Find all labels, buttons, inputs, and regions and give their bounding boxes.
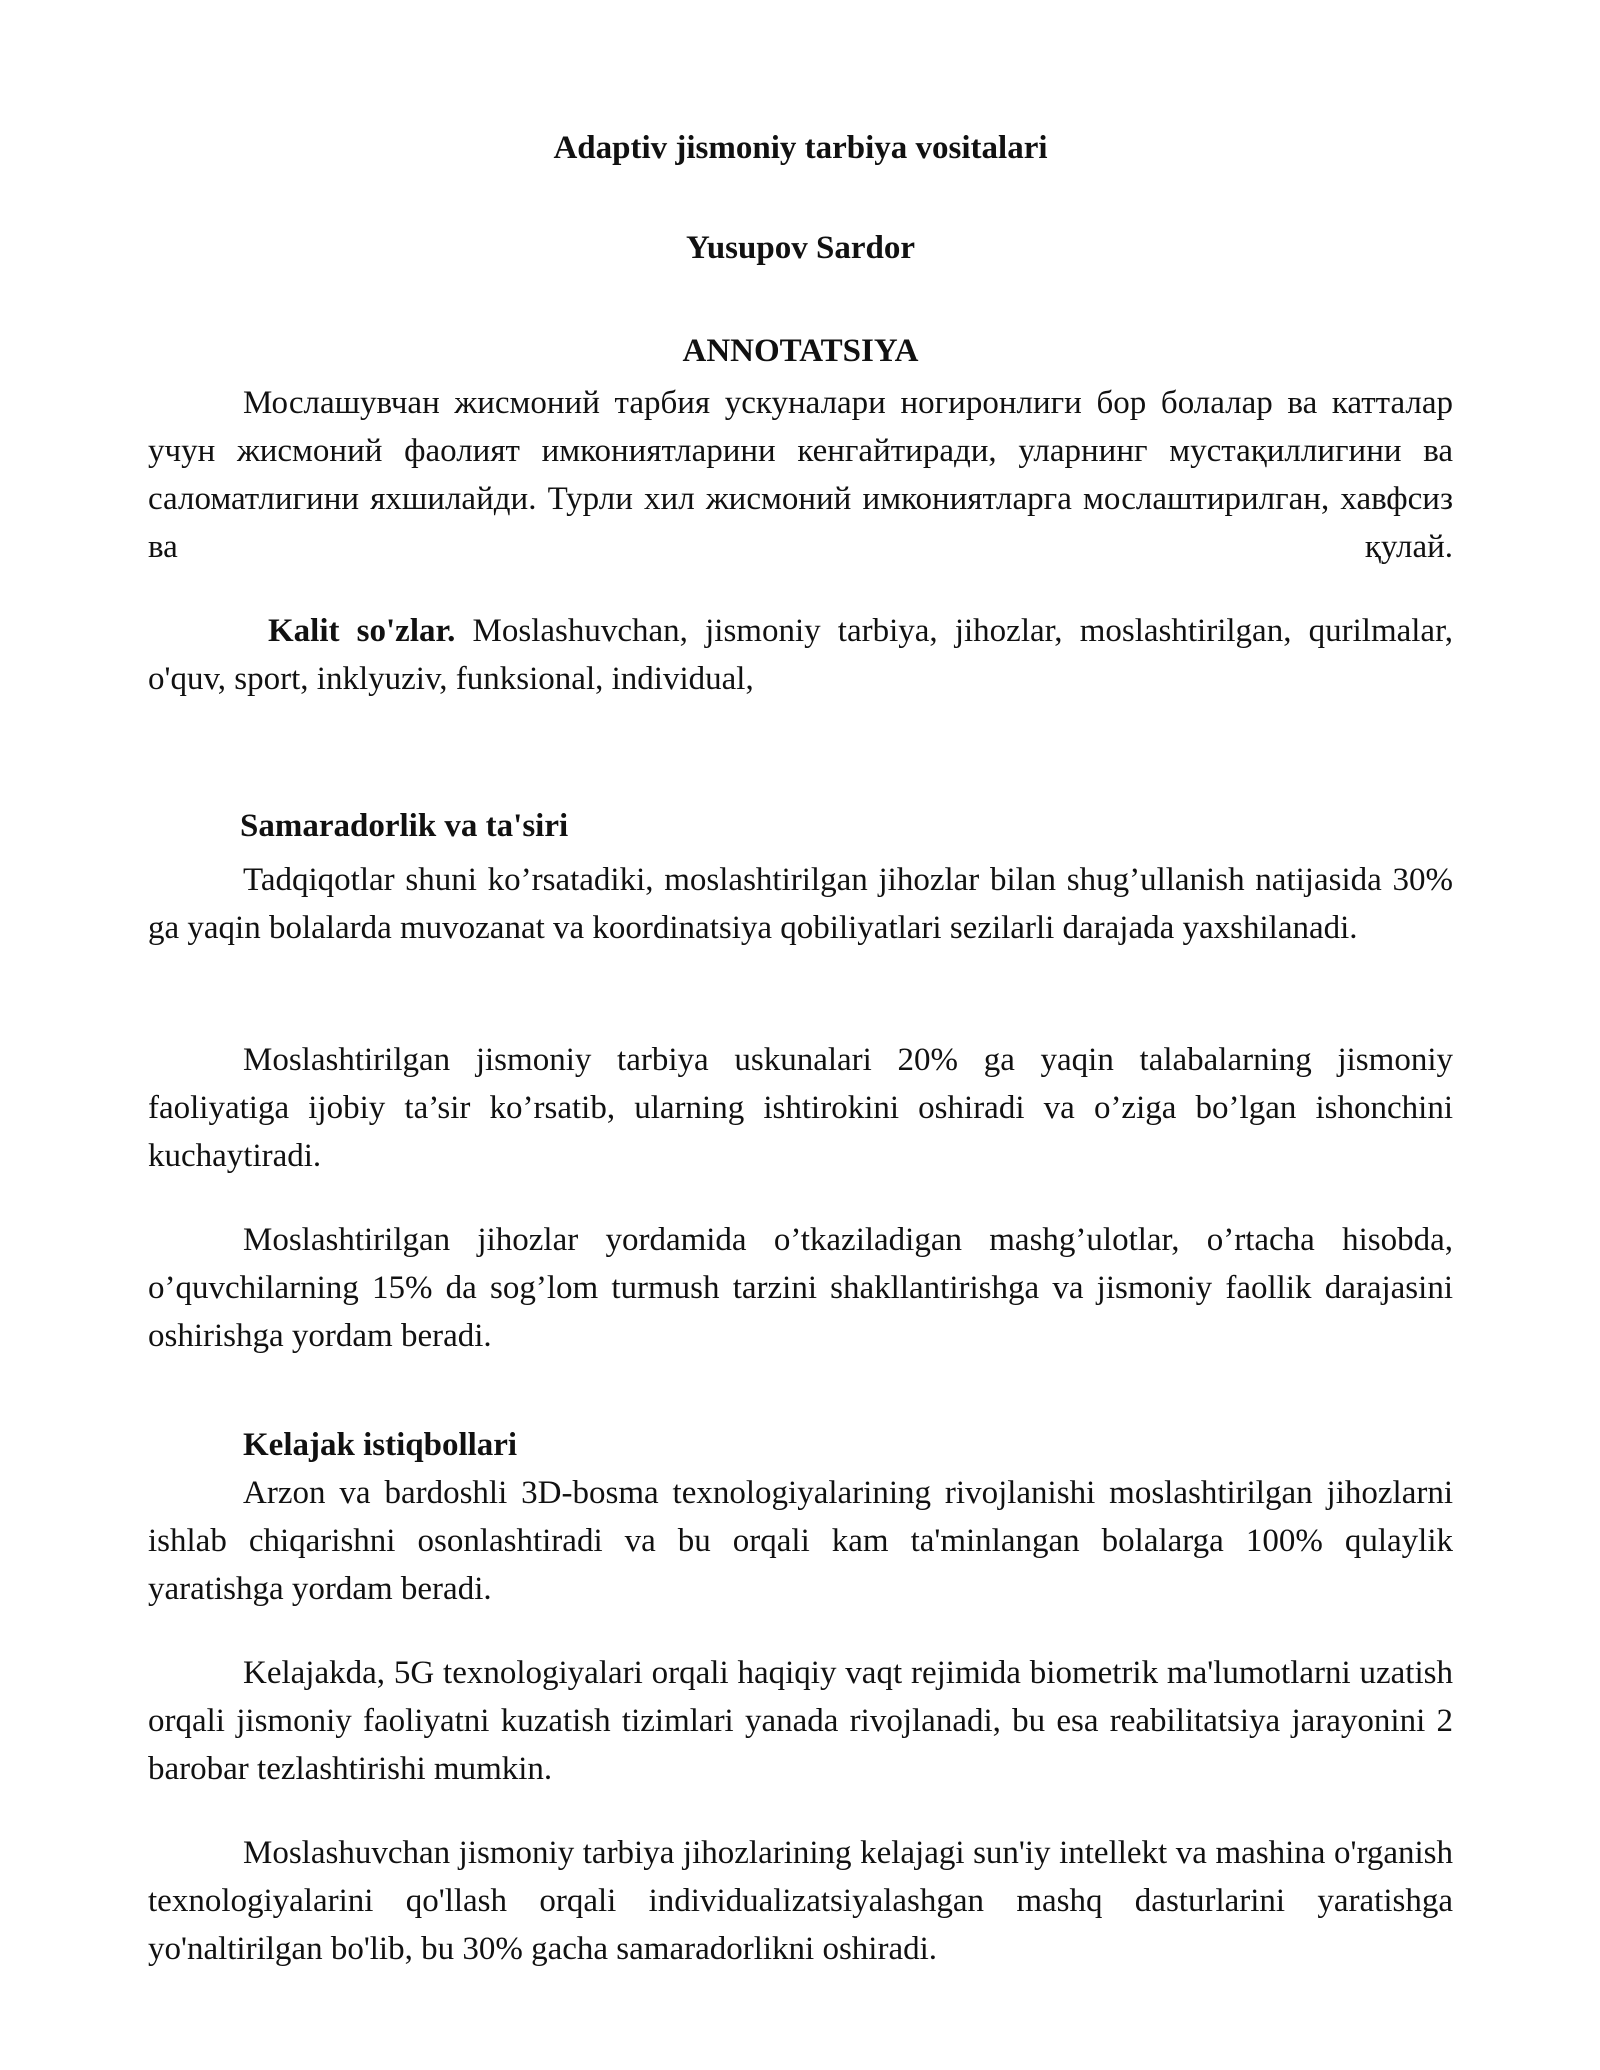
keywords-label: Kalit so'zlar. — [268, 613, 456, 649]
section-paragraph: Arzon va bardoshli 3D-bosma texnologiyalarining rivojlanishi moslashtirilgan jihozlarni ishlab chiqarishni osonlashtiradi va bu orqali kam ta'minlangan bolalarga 100% qulaylik yaratishga yordam beradi. — [148, 1475, 1453, 1607]
section-paragraph: Moslashtirilgan jihozlar yordamida o’tkaziladigan mashg’ulotlar, o’rtacha hisobda, o’quvchilarning 15% da sog’lom turmush tarzini shakllantirishga va jismoniy faollik darajasini oshirishga yordam beradi. — [148, 1222, 1453, 1354]
annotation-heading: ANNOTATSIYA — [682, 333, 919, 369]
section-paragraph: Moslashtirilgan jismoniy tarbiya uskunalari 20% ga yaqin talabalarning jismoniy faoliyatiga ijobiy ta’sir ko’rsatib, ularning ishtirokini oshiradi va o’ziga bo’lgan ishonchini kuchaytiradi. — [148, 1042, 1453, 1174]
document-title: Adaptiv jismoniy tarbiya vositalari — [553, 130, 1048, 166]
section-heading-samaradorlik: Samaradorlik va ta'siri — [240, 808, 569, 844]
section-paragraph: Moslashuvchan jismoniy tarbiya jihozlarining kelajagi sun'iy intellekt va mashina o'rganish texnologiyalarini qo'llash orqali individualizatsiyalashgan mashq dasturlarini yaratishga yo'naltirilgan bo'lib, bu 30% gacha samaradorlikni oshiradi. — [148, 1835, 1453, 1967]
keywords-text: Moslashuvchan, jismoniy tarbiya, jihozlar, moslashtirilgan, qurilmalar, o'quv, sport, inklyuziv, funksional, individual, — [148, 613, 1453, 697]
section-paragraph: Tadqiqotlar shuni ko’rsatadiki, moslashtirilgan jihozlar bilan shug’ullanish natijasida 30% ga yaqin bolalarda muvozanat va koordinatsiya qobiliyatlari sezilarli darajada yaxshilanadi. — [148, 862, 1453, 946]
keywords-paragraph — [148, 607, 1453, 703]
section-heading-kelajak: Kelajak istiqbollari — [243, 1427, 518, 1463]
annotation-text: Мослашувчан жисмоний тарбия ускуналари ногиронлиги бор болалар ва катталар учун жисмоний фаолият имкониятларини кенгайтиради, уларнинг мустақиллигини ва саломатлигини яхшилайди. Турли хил жисмоний имкониятларга мослаштирилган, хавфсиз ва қулай. — [148, 385, 1453, 565]
author-name: Yusupov Sardor — [686, 230, 915, 266]
section-paragraph: Kelajakda, 5G texnologiyalari orqali haqiqiy vaqt rejimida biometrik ma'lumotlarni uzatish orqali jismoniy faoliyatni kuzatish tizimlari yanada rivojlanadi, bu esa reabilitatsiya jarayonini 2 barobar tezlashtirishi mumkin. — [148, 1655, 1453, 1787]
document-page — [148, 0, 1453, 2070]
